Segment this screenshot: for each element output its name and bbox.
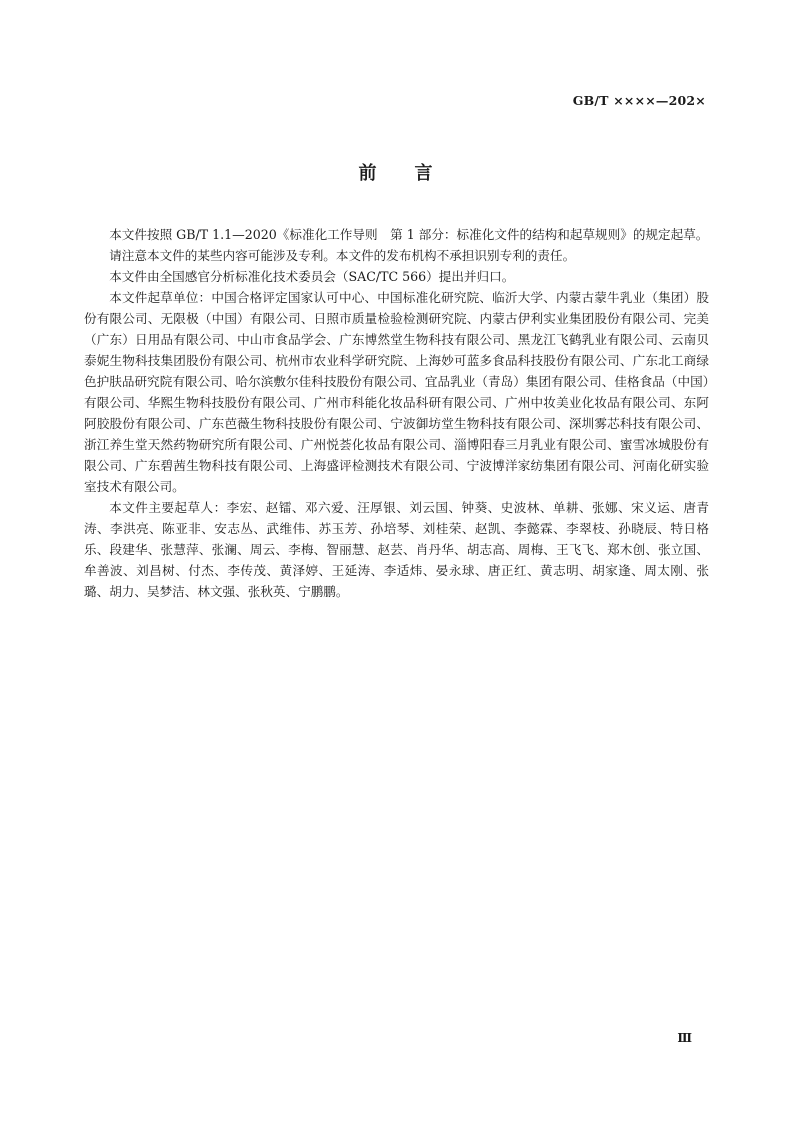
paragraph-drafting-units: 本文件起草单位：中国合格评定国家认可中心、中国标准化研究院、临沂大学、内蒙古蒙牛乳业（集团）股份有限公司、无限极（中国）有限公司、日照市质量检验检测研究院、内蒙古伊利实业集团股份有限公司、完美（广东）日用品有限公司、中山市食品学会、广东博然堂生物科技有限公司、黑龙江飞鹤乳业有限公司、云南贝泰妮生物科技集团股份有限公司、杭州市农业科学研究院、上海妙可蓝多食品科技股份有限公司、广东北工商绿色护肤品研究院有限公司、哈尔滨敷尔佳科技股份有限公司、宜品乳业（青岛）集团有限公司、佳格食品（中国）有限公司、华熙生物科技股份有限公司、广州市科能化妆品科研有限公司、广州中妆美业化妆品有限公司、东阿阿胶股份有限公司、广东芭薇生物科技股份有限公司、宁波御坊堂生物科技有限公司、深圳雾芯科技有限公司、浙江养生堂天然药物研究所有限公司、广州悦荟化妆品有限公司、淄博阳春三月乳业有限公司、蜜雪冰城股份有限公司、广东碧茜生物科技有限公司、上海盛评检测技术有限公司、宁波博洋家纺集团有限公司、河南化研实验室技术有限公司。 <box>84 290 709 494</box>
foreword-body <box>84 224 709 602</box>
paragraph-patent-notice: 请注意本文件的某些内容可能涉及专利。本文件的发布机构不承担识别专利的责任。 <box>109 248 576 263</box>
paragraph-committee: 本文件由全国感官分析标准化技术委员会（SAC/TC 566）提出并归口。 <box>109 269 515 284</box>
page-number: Ⅲ <box>677 1031 692 1045</box>
standard-code: GB/T ××××—202× <box>572 93 706 108</box>
paragraph-drafters: 本文件主要起草人：李宏、赵镭、邓六爱、汪厚银、刘云国、钟葵、史波林、单耕、张娜、宋义运、唐青涛、李洪亮、陈亚非、安志丛、武维伟、苏玉芳、孙培琴、刘桂荣、赵凯、李懿霖、李翠枝、孙晓辰、特日格乐、段建华、张慧萍、张澜、周云、李梅、智丽慧、赵芸、肖丹华、胡志高、周梅、王飞飞、郑木创、张立国、牟善波、刘昌树、付杰、李传茂、黄泽婷、王延涛、李适炜、晏永球、唐正红、黄志明、胡家逢、周太刚、张璐、胡力、吴梦洁、林文强、张秋英、宁鹏鹏。 <box>84 500 709 599</box>
title-char-1: 前 <box>358 163 379 184</box>
page-title <box>0 159 793 185</box>
title-char-2: 言 <box>414 163 435 184</box>
paragraph-drafting-rules: 本文件按照 GB/T 1.1—2020《标准化工作导则 第 1 部分：标准化文件的结构和起草规则》的规定起草。 <box>109 227 709 242</box>
